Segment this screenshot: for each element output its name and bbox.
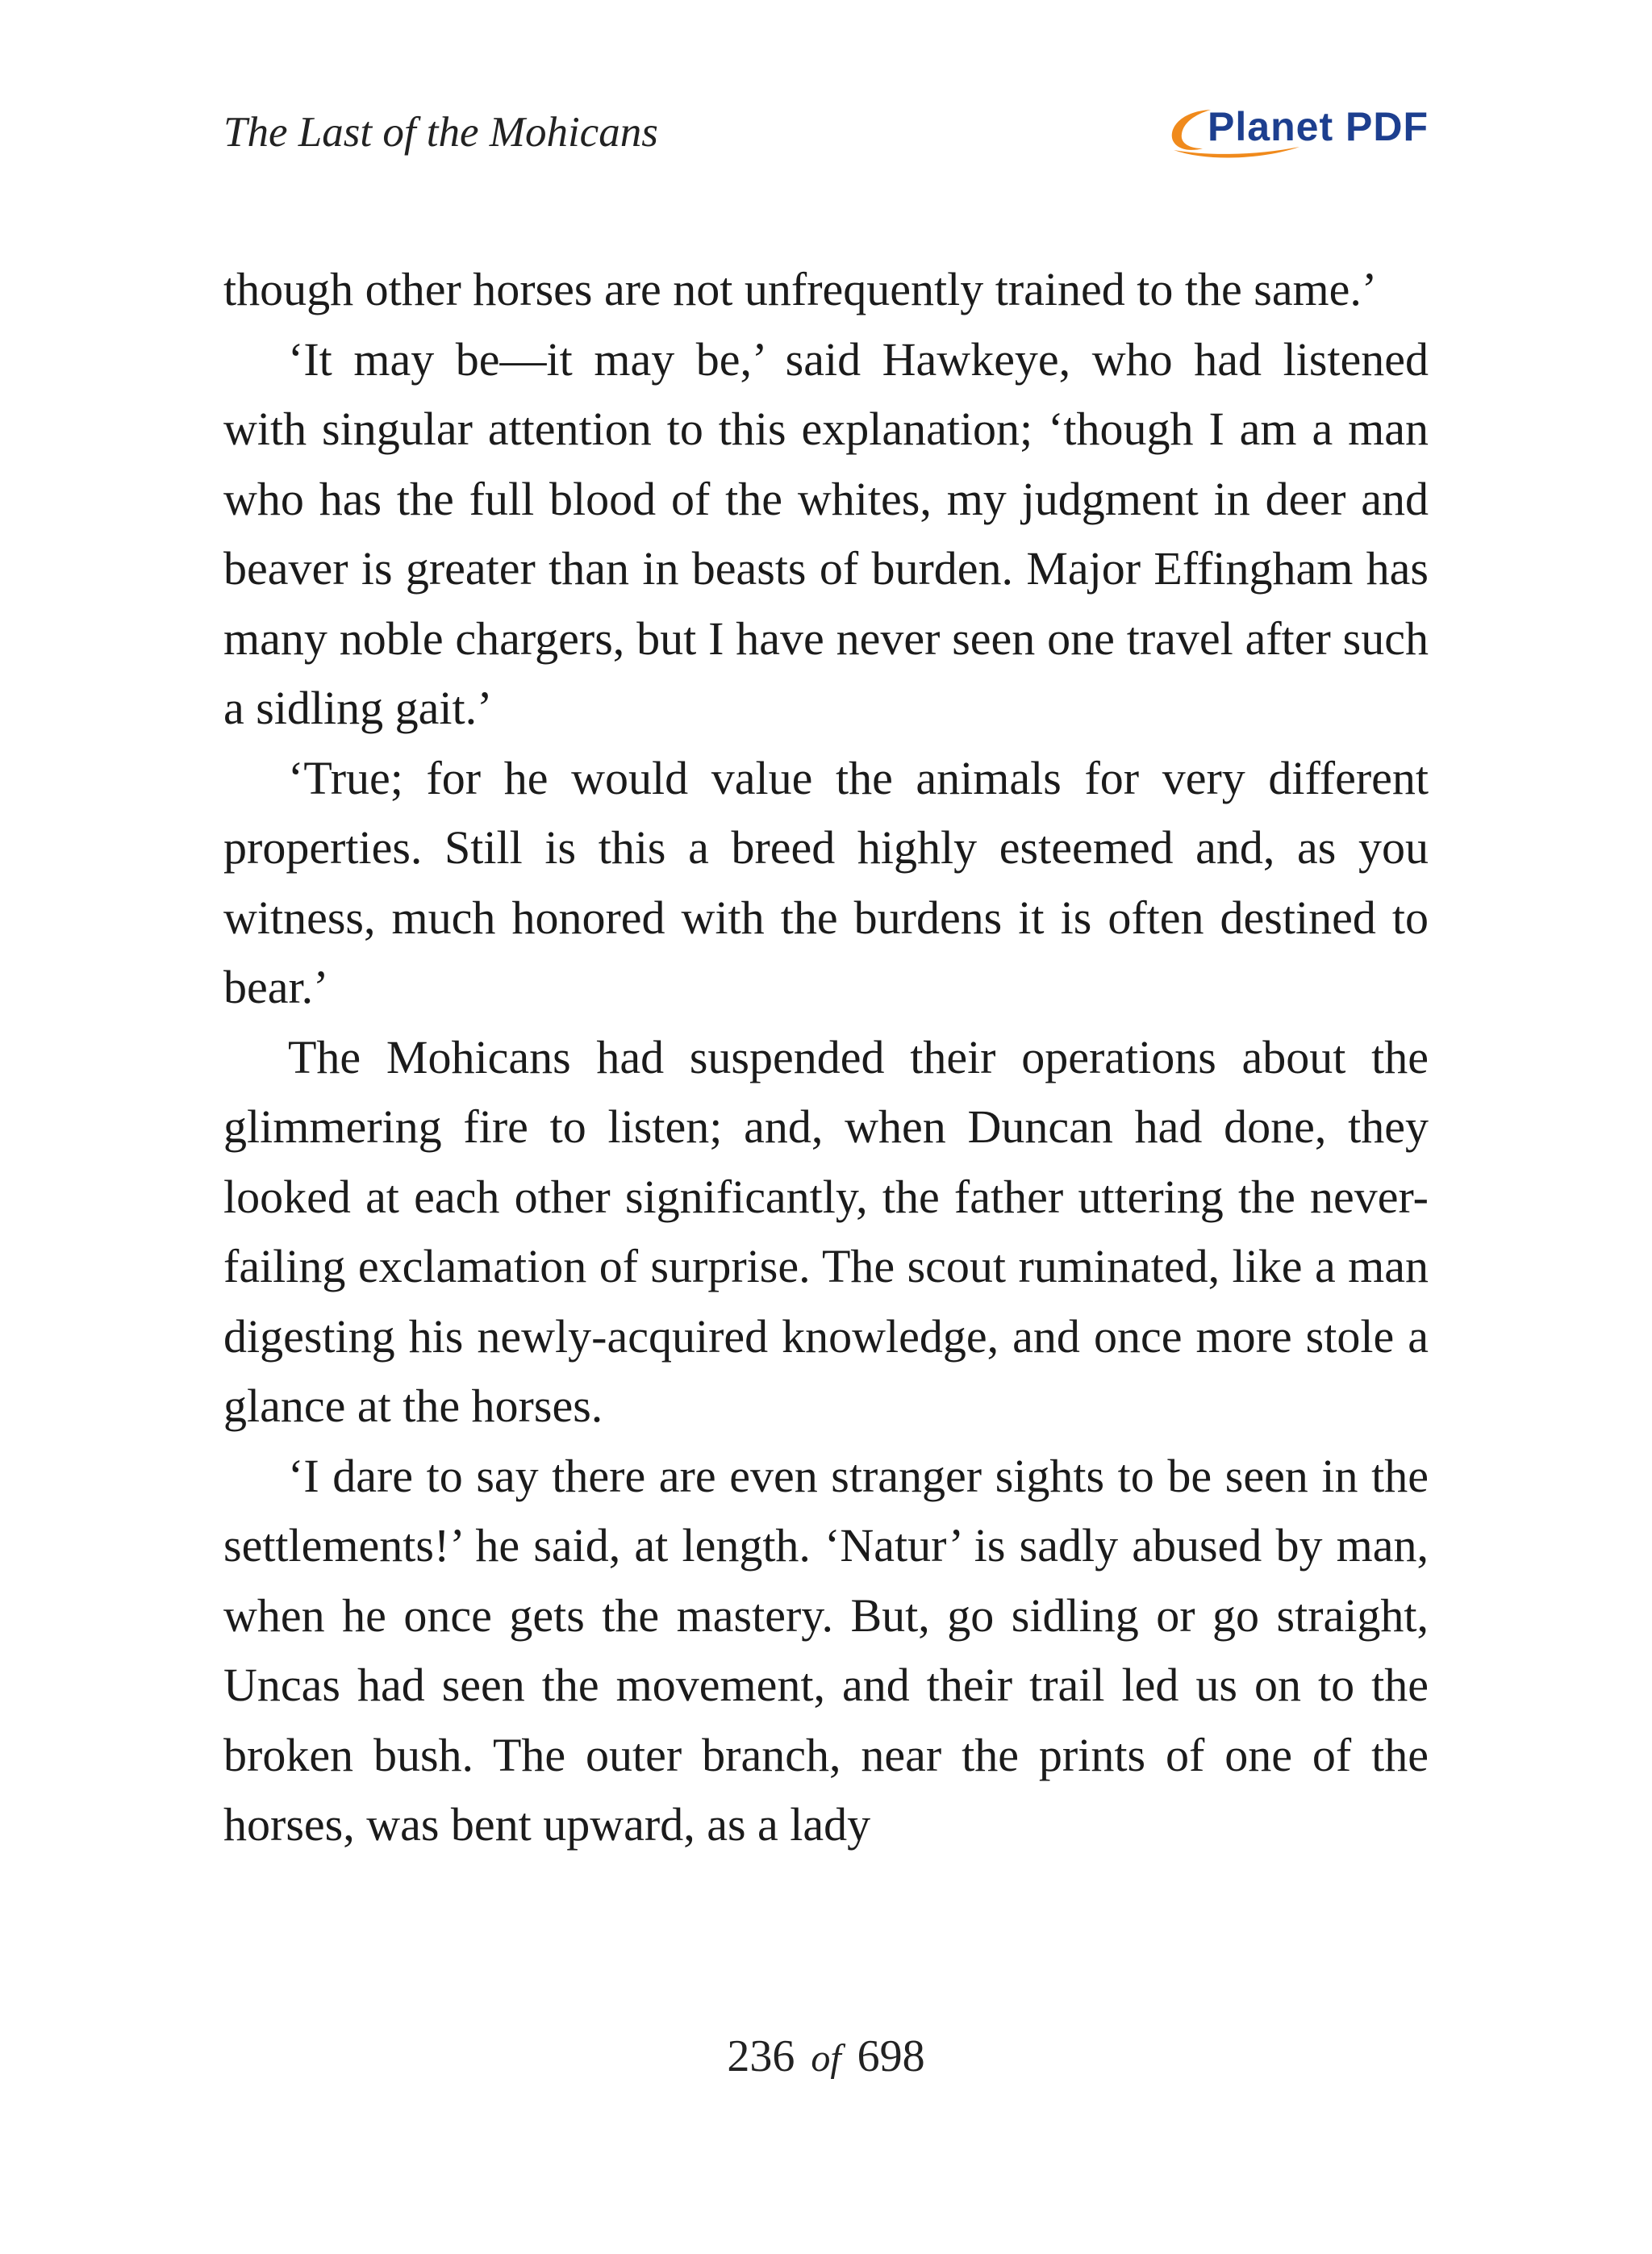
page-total: 698 — [857, 2031, 925, 2081]
logo-text: Planet PDF — [1208, 104, 1429, 149]
paragraph: The Mohicans had suspended their operations about the glimmering fire to listen; and, when Duncan had done, they looked at each other significantly, the father uttering the never-failing exclamation of surprise. The scout ruminated, like a man digesting his newly-acquired knowledge, and once more stole a glance at the horses. — [223, 1030, 1429, 1432]
planet-pdf-logo — [1162, 103, 1429, 168]
book-title: The Last of the Mohicans — [223, 109, 658, 156]
paragraph: ‘True; for he would value the animals for very different properties. Still is this a breed highly esteemed and, as you witness, much honored with the burdens it is often destined to bear.’ — [223, 751, 1429, 1013]
paragraph: though other horses are not unfrequently trained to the same.’ — [223, 263, 1378, 315]
page-of-label: of — [811, 2037, 841, 2080]
paragraph: ‘It may be—it may be,’ said Hawkeye, who had listened with singular attention to this explanation; ‘though I am a man who has the full blood of the whites, my judgment in deer and beaver is greater than in beasts of burden. Major Effingham has many noble chargers, but I have never seen one travel after such a sidling gait.’ — [223, 332, 1429, 734]
page-header — [223, 103, 1429, 176]
page-current: 236 — [727, 2031, 795, 2081]
body-text — [223, 255, 1429, 1860]
paragraph: ‘I dare to say there are even stranger sights to be seen in the settlements!’ he said, at length. ‘Natur’ is sadly abused by man, when he once gets the mastery. But, go sidling or go straight, Uncas had seen the movement, and their trail led us on to the broken bush. The outer branch, near the prints of one of the horses, was bent upward, as a lady — [223, 1449, 1429, 1851]
page-number — [0, 2031, 1652, 2082]
